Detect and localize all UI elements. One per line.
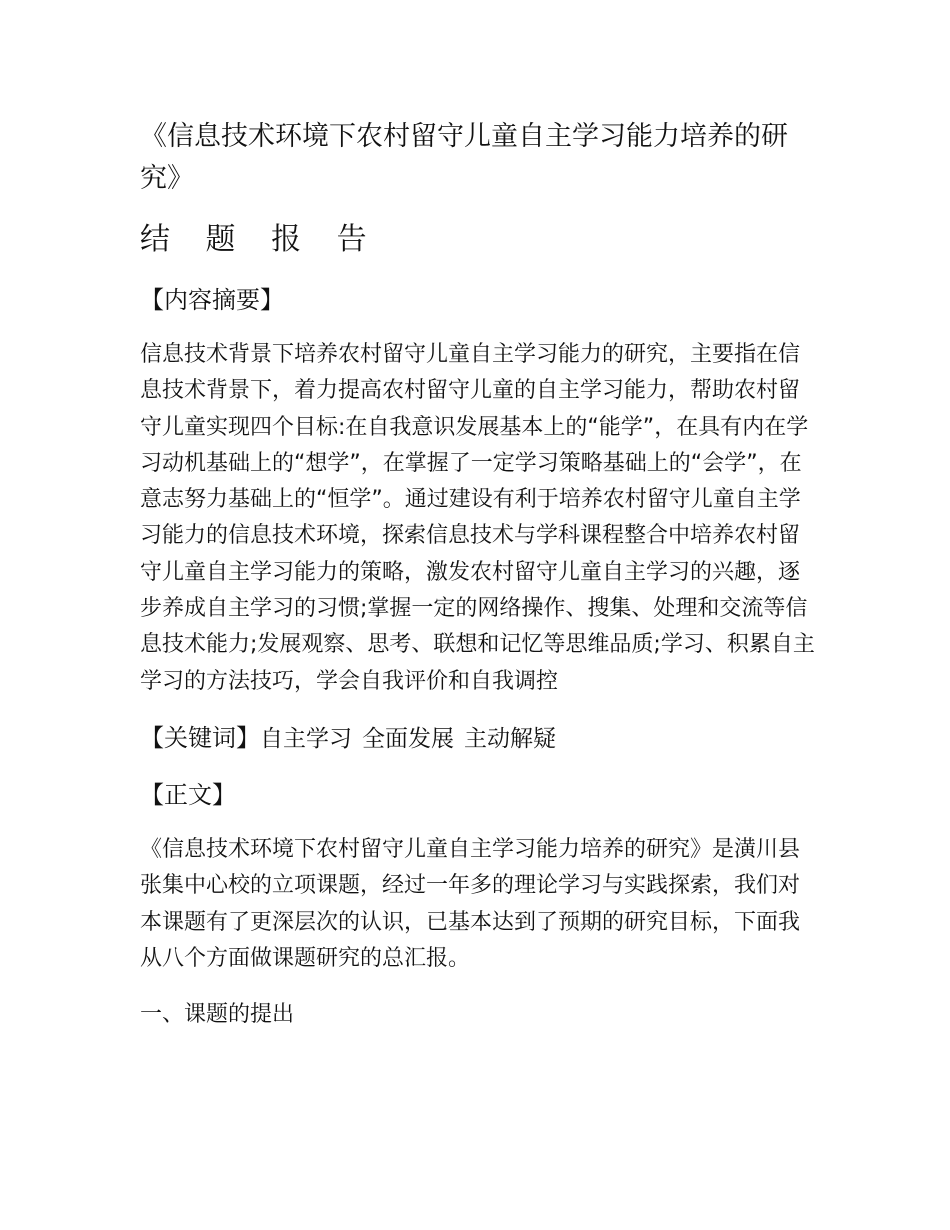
keywords-line (140, 720, 820, 757)
abstract-paragraph: 信息技术背景下培养农村留守儿童自主学习能力的研究，主要指在信息技术背景下，着力提高农村留守儿童的自主学习能力，帮助农村留守儿童实现四个目标:在自我意识发展基本上的“能学”，在具有内在学习动机基础上的“想学”，在掌握了一定学习策略基础上的“会学”，在意志努力基础上的“恒学”。通过建设有利于培养农村留守儿童自主学习能力的信息技术环境，探索信息技术与学科课程整合中培养农村留守儿童自主学习能力的策略，激发农村留守儿童自主学习的兴趣，逐步养成自主学习的习惯;掌握一定的网络操作、搜集、处理和交流等信息技术能力;发展观察、思考、联想和记忆等思维品质;学习、积累自主学习的方法技巧，学会自我评价和自我调控 (140, 342, 815, 694)
keywords-label: 【关键词】 (140, 723, 260, 752)
body-paragraph: 《信息技术环境下农村留守儿童自主学习能力培养的研究》是潢川县张集中心校的立项课题，经过一年多的理论学习与实践探索，我们对本课题有了更深层次的认识，已基本达到了预期的研究目标，下面我从八个方面做课题研究的总汇报。 (140, 836, 801, 971)
report-heading: 结 题 报 告 (140, 222, 380, 257)
keyword: 全面发展 (362, 725, 454, 752)
title-line-1: 《信息技术环境下农村留守儿童自主学习能力培养的研 (140, 121, 788, 152)
document-title (140, 116, 820, 200)
title-line-2: 究》 (140, 163, 194, 194)
body-label: 【正文】 (140, 780, 236, 809)
section-one-heading: 一、课题的提出 (140, 1002, 295, 1028)
document-page (140, 116, 820, 1033)
keyword: 主动解疑 (464, 725, 556, 752)
keyword: 自主学习 (260, 725, 352, 752)
abstract-label: 【内容摘要】 (140, 286, 284, 314)
